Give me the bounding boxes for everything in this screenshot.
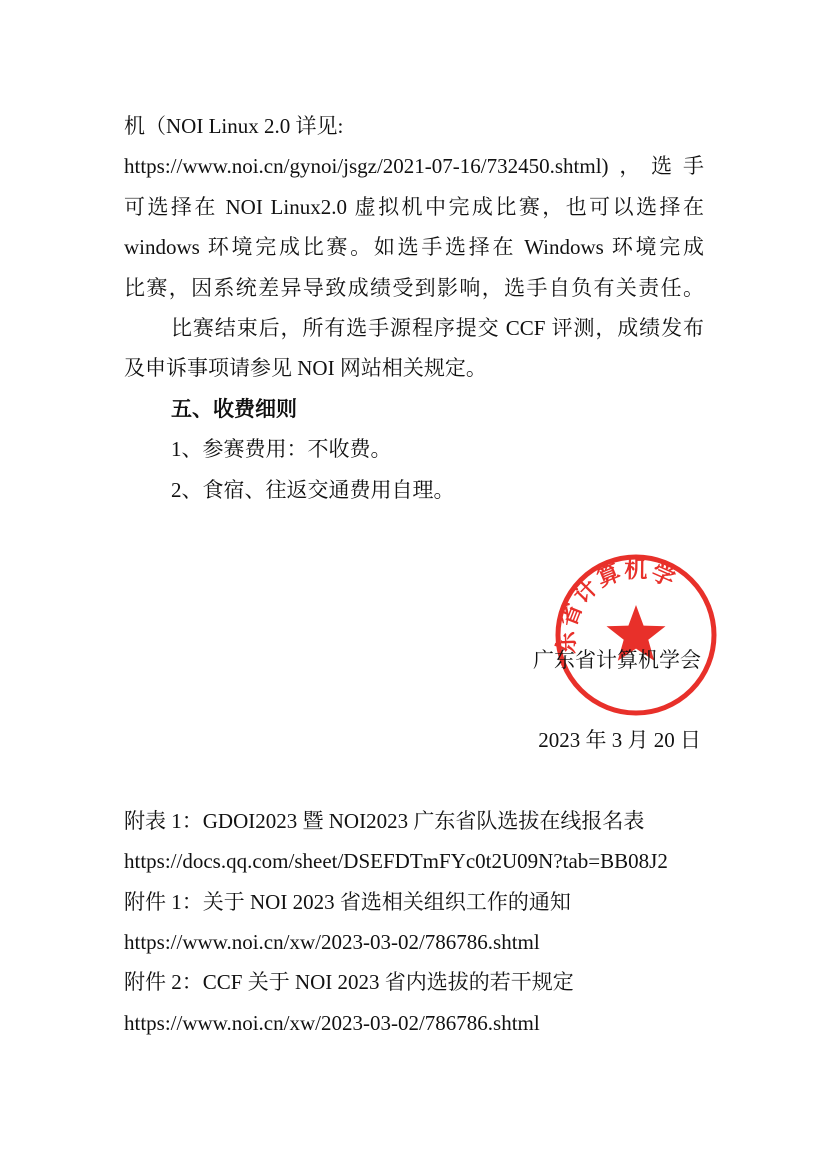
fee-item-1: 1、参赛费用：不收费。 <box>171 437 392 461</box>
body-line-4: windows 环境完成比赛。如选手选择在 Windows 环境完成 <box>124 235 704 259</box>
body-line-5: 比赛，因系统差异导致成绩受到影响，选手自负有关责任。 <box>124 276 704 300</box>
attachment-link-1[interactable]: https://docs.qq.com/sheet/DSEFDTmFYc0t2U09N?tab=BB08J2 <box>124 849 668 873</box>
body-line-7: 及申诉事项请参见 NOI 网站相关规定。 <box>124 356 487 380</box>
attachment-label-3: 附件 2：CCF 关于 NOI 2023 省内选拔的若干规定 <box>124 970 574 994</box>
attachment-label-2: 附件 1：关于 NOI 2023 省选相关组织工作的通知 <box>124 890 571 914</box>
attachment-label-1: 附表 1：GDOI2023 暨 NOI2023 广东省队选拔在线报名表 <box>124 809 645 833</box>
body-line-3: 可选择在 NOI Linux2.0 虚拟机中完成比赛，也可以选择在 <box>124 195 704 219</box>
seal-arc-text <box>554 557 681 654</box>
signature-date: 2023 年 3 月 20 日 <box>538 728 701 752</box>
official-seal <box>551 550 721 720</box>
attachment-link-2[interactable]: https://www.noi.cn/xw/2023-03-02/786786.shtml <box>124 930 540 954</box>
body-line-1: 机（NOI Linux 2.0 详见: <box>124 114 344 138</box>
signature-organization: 广东省计算机学会 <box>533 648 701 672</box>
fee-item-2: 2、食宿、往返交通费用自理。 <box>171 478 455 502</box>
seal-arc-textpath: 东省计算机学 <box>553 557 681 655</box>
section-heading-fees: 五、收费细则 <box>171 397 297 421</box>
attachment-link-3[interactable]: https://www.noi.cn/xw/2023-03-02/786786.shtml <box>124 1011 540 1035</box>
body-line-6: 比赛结束后，所有选手源程序提交 CCF 评测，成绩发布 <box>171 316 704 340</box>
body-line-2: https://www.noi.cn/gynoi/jsgz/2021-07-16/732450.shtml)，选手 <box>124 154 704 178</box>
